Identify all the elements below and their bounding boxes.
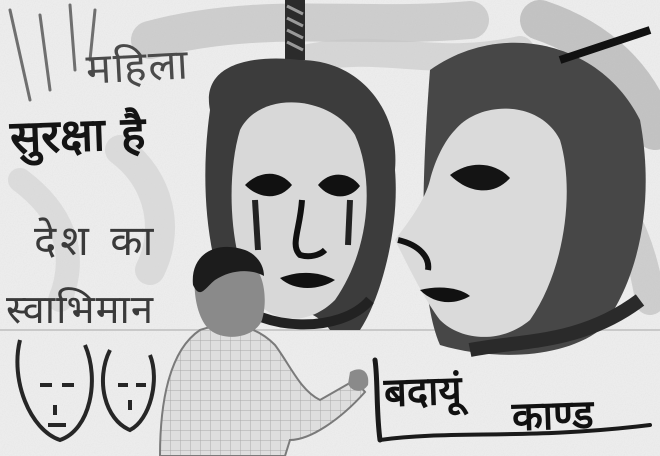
mural-text-swabhiman: स्वाभिमान — [6, 287, 155, 333]
mural-text-kand: काण्ड — [511, 391, 595, 441]
noose-rope — [285, 0, 305, 60]
mural-text-badayun: बदायूं — [383, 367, 463, 417]
mural-text-suraksha: सुरक्षा है — [9, 105, 147, 165]
mural-text-desh-ka: देश का — [34, 216, 158, 265]
mural-text-mahila: महिला — [84, 39, 191, 94]
